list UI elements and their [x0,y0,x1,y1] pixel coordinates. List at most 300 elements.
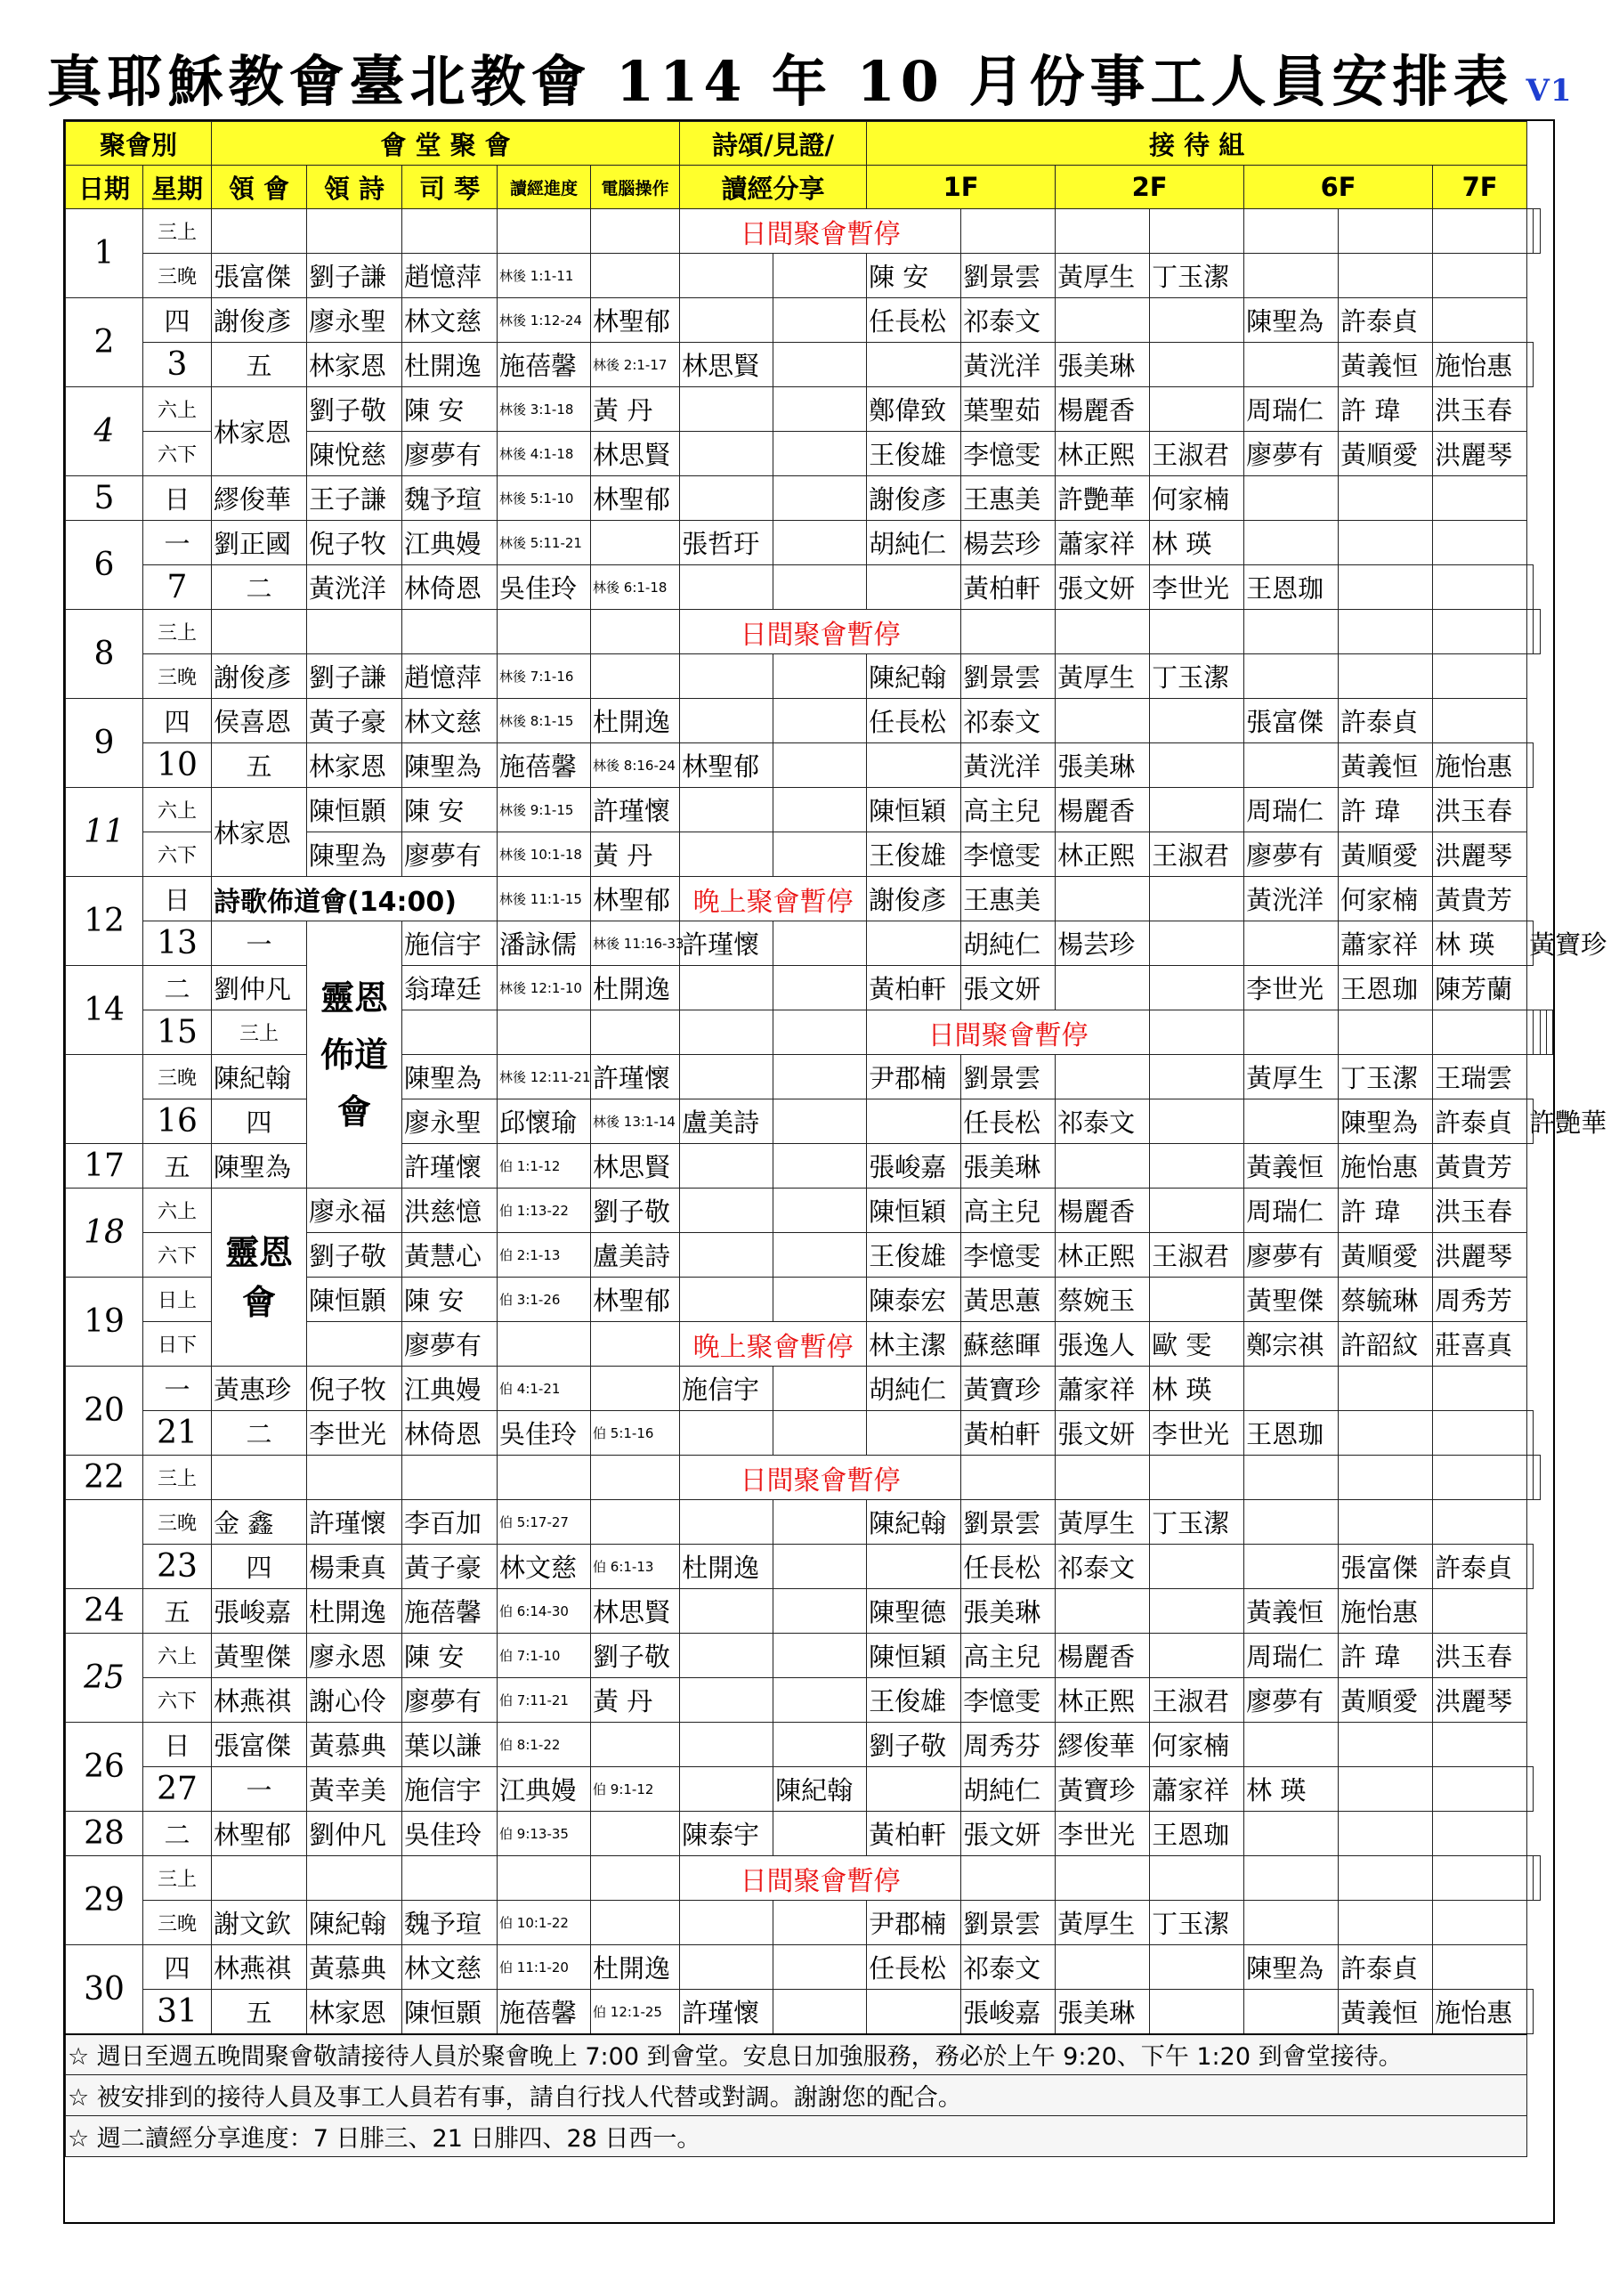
usher-cell: 林正熙 [1056,1233,1150,1278]
schedule-row [66,1901,1553,1945]
usher-cell [1150,298,1244,343]
share-cell-2 [773,1678,867,1723]
usher-cell: 張美琳 [961,1144,1056,1189]
usher-cell: 許泰貞 [1339,298,1433,343]
weekday-cell: 六下 [143,1233,212,1278]
usher-cell: 洪麗琴 [1433,1233,1527,1278]
share-cell [773,343,867,387]
usher-cell: 林正熙 [1056,832,1150,877]
usher-cell [1433,476,1527,521]
usher-cell [1150,1144,1244,1189]
usher-cell [1433,1010,1527,1055]
usher-cell: 王惠美 [961,877,1056,921]
usher-cell: 楊麗香 [1056,788,1150,832]
hymn-cell: 廖永福 [307,1189,402,1233]
usher-cell: 歐 雯 [1150,1322,1244,1367]
share-cell [680,966,773,1010]
usher-cell: 黃厚生 [1056,1901,1150,1945]
date-cell: 16 [143,1099,212,1144]
date-cell: 13 [143,921,212,966]
pc-cell: 杜開逸 [591,1945,680,1990]
usher-cell [1339,1456,1433,1500]
usher-cell [1150,610,1244,654]
reading-cell: 伯 3:1-26 [498,1278,591,1322]
pc-cell: 黃 丹 [591,387,680,432]
usher-cell [1339,654,1433,699]
reading-cell: 伯 10:1-22 [498,1901,591,1945]
lead-cell: 張富傑 [212,1723,307,1767]
usher-cell [1534,610,1540,654]
pc-cell [591,1367,680,1411]
share-cell-2 [773,1589,867,1634]
organ-cell: 李百加 [402,1500,498,1545]
usher-cell: 莊喜真 [1433,1322,1527,1367]
pc-cell [591,254,680,298]
weekday-cell: 三晚 [143,1055,212,1099]
schedule-row [66,1010,1553,1055]
lead-cell: 張富傑 [212,254,307,298]
usher-cell: 葉聖茹 [961,387,1056,432]
hymn-cell: 倪子牧 [307,1367,402,1411]
usher-cell: 黃義恒 [1339,1990,1433,2034]
usher-cell: 黃順愛 [1339,1233,1433,1278]
usher-cell: 黃洸洋 [961,343,1056,387]
usher-cell: 洪玉春 [1433,1634,1527,1678]
usher-cell: 劉景雲 [961,1901,1056,1945]
schedule-row [66,298,1553,343]
hymn-cell: 廖永恩 [307,1634,402,1678]
date-cell: 23 [143,1545,212,1589]
hymn-cell: 施信宇 [402,1767,498,1812]
date-cell: 29 [66,1856,143,1945]
usher-cell [1150,788,1244,832]
usher-cell: 陳聖為 [1339,1099,1433,1144]
share-cell-2 [867,1767,961,1812]
schedule-row [66,1945,1553,1990]
weekday-cell: 五 [212,743,307,788]
usher-cell: 廖夢有 [1244,432,1339,476]
usher-cell [1056,1856,1150,1901]
pc-cell [591,1812,680,1856]
share-cell-2 [773,654,867,699]
reading-cell: 伯 5:1-16 [591,1411,680,1456]
weekday-cell: 三上 [143,610,212,654]
usher-cell [1540,1010,1546,1055]
schedule-row [66,1411,1553,1456]
usher-cell [1433,565,1527,610]
usher-cell [1339,1411,1433,1456]
pc-cell [680,1411,773,1456]
usher-cell: 周秀芬 [961,1723,1056,1767]
usher-cell: 蕭家祥 [1056,1367,1150,1411]
pc-cell [591,1500,680,1545]
usher-cell: 陳紀翰 [867,1500,961,1545]
usher-cell [1056,610,1150,654]
usher-cell: 丁玉潔 [1150,254,1244,298]
reading-cell: 林後 6:1-18 [591,565,680,610]
reading-cell: 伯 9:13-35 [498,1812,591,1856]
organ-cell: 洪慈憶 [402,1189,498,1233]
usher-cell [1150,699,1244,743]
share-cell [1150,1010,1244,1055]
lead-cell [212,1456,307,1500]
share-cell-2 [773,387,867,432]
usher-cell [1150,1945,1244,1990]
organ-cell: 廖夢有 [402,1322,498,1367]
usher-cell [1527,743,1534,788]
usher-cell: 施怡惠 [1433,1990,1527,2034]
usher-cell [1339,1367,1433,1411]
schedule-row [66,1767,1553,1812]
lead-cell [402,1010,498,1055]
lead-cell: 黃聖傑 [212,1634,307,1678]
usher-cell: 祁泰文 [961,699,1056,743]
hymn-cell: 黃慕典 [307,1723,402,1767]
weekday-cell: 三上 [143,1456,212,1500]
date-cell: 5 [66,476,143,521]
usher-cell: 許 瑋 [1339,1634,1433,1678]
notes-body [66,2034,1553,2157]
pc-cell: 劉子敬 [591,1189,680,1233]
usher-cell: 黃思蕙 [961,1278,1056,1322]
usher-cell: 黃貴芳 [1433,1144,1527,1189]
schedule-body [66,209,1607,2034]
weekday-cell: 三上 [143,209,212,254]
reading-cell: 林後 11:1-15 [498,877,591,921]
share-cell [680,1634,773,1678]
usher-cell: 黃柏軒 [867,966,961,1010]
header-7f: 7F [1433,166,1527,209]
usher-cell: 黃聖傑 [1244,1278,1339,1322]
usher-cell: 林 瑛 [1150,1367,1244,1411]
usher-cell: 王俊雄 [867,1678,961,1723]
usher-cell: 王淑君 [1150,832,1244,877]
date-cell: 26 [66,1723,143,1812]
organ-cell: 江典嫚 [402,1367,498,1411]
weekday-cell: 六上 [143,1634,212,1678]
usher-cell: 張美琳 [961,1589,1056,1634]
usher-cell: 李世光 [1244,966,1339,1010]
usher-cell: 王淑君 [1150,1678,1244,1723]
hymn-cell: 黃慕典 [307,1945,402,1990]
weekday-cell: 日上 [143,1278,212,1322]
usher-cell: 王俊雄 [867,1233,961,1278]
usher-cell: 洪玉春 [1433,788,1527,832]
usher-cell: 陳恒穎 [867,1634,961,1678]
organ-cell: 陳聖為 [402,1055,498,1099]
usher-cell: 周瑞仁 [1244,788,1339,832]
share-cell [961,209,1056,254]
pc-cell [591,1901,680,1945]
usher-cell [1244,254,1339,298]
usher-cell: 王恩珈 [1244,565,1339,610]
share-cell [680,788,773,832]
date-cell: 11 [66,788,143,877]
reading-cell: 林後 5:11-21 [498,521,591,565]
usher-cell: 黃順愛 [1339,832,1433,877]
status-paused: 日間聚會暫停 [867,1010,1150,1055]
hymn-cell [307,1322,402,1367]
reading-cell: 伯 6:1-13 [591,1545,680,1589]
usher-cell: 劉景雲 [961,1500,1056,1545]
hymn-cell: 陳聖為 [307,832,402,877]
usher-cell: 林 瑛 [1150,521,1244,565]
header-6f: 6F [1244,166,1433,209]
header-usher-group: 接 待 組 [867,122,1527,166]
share-cell-2 [773,1945,867,1990]
reading-cell: 林後 13:1-14 [591,1099,680,1144]
usher-cell: 陳芳蘭 [1433,966,1527,1010]
usher-cell [1339,254,1433,298]
hymn-cell: 劉子謙 [307,654,402,699]
usher-cell: 許韶紋 [1339,1322,1433,1367]
pc-cell [591,1723,680,1767]
usher-cell [1527,1767,1534,1812]
lead-cell: 林家恩 [212,788,307,877]
usher-cell: 楊麗香 [1056,387,1150,432]
usher-cell: 許 瑋 [1339,1189,1433,1233]
organ-cell: 魏予瑄 [402,476,498,521]
share-cell [680,1144,773,1189]
usher-cell [1527,343,1534,387]
date-cell: 8 [66,610,143,699]
schedule-row [66,254,1553,298]
usher-cell: 王惠美 [961,476,1056,521]
weekday-cell: 四 [143,699,212,743]
usher-cell [1244,921,1339,966]
share-cell: 張哲玗 [680,521,773,565]
pc-cell: 林思賢 [591,432,680,476]
pc-cell: 林聖郁 [591,298,680,343]
lead-cell [212,209,307,254]
usher-cell [1433,1945,1527,1990]
reading-cell: 伯 1:13-22 [498,1189,591,1233]
header-row-2 [66,166,1553,209]
usher-cell: 陳 安 [867,254,961,298]
organ-cell: 施蓓馨 [498,343,591,387]
usher-cell: 高主兒 [961,788,1056,832]
usher-cell [1150,877,1244,921]
pc-cell [591,654,680,699]
weekday-cell: 二 [143,1812,212,1856]
pc-cell [591,209,680,254]
pc-cell [591,1856,680,1901]
usher-cell: 楊麗香 [1056,1189,1150,1233]
hymn-cell: 施信宇 [402,921,498,966]
share-cell [773,1990,867,2034]
weekday-cell: 五 [143,1589,212,1634]
usher-cell [1339,1812,1433,1856]
usher-cell [1150,966,1244,1010]
usher-cell: 丁玉潔 [1150,654,1244,699]
pc-cell: 林思賢 [680,343,773,387]
schedule-row [66,1723,1553,1767]
usher-cell [1056,1055,1150,1099]
schedule-row [66,921,1553,966]
schedule-row [66,476,1553,521]
usher-cell: 許泰貞 [1339,1945,1433,1990]
organ-cell: 邱懷瑜 [498,1099,591,1144]
pc-cell: 許瑾懷 [680,921,773,966]
date-cell: 30 [66,1945,143,2034]
reading-cell: 伯 8:1-22 [498,1723,591,1767]
reading-cell: 林後 5:1-10 [498,476,591,521]
share-cell [961,1856,1056,1901]
usher-cell [1527,1856,1534,1901]
usher-cell: 高主兒 [961,1189,1056,1233]
pc-cell: 杜開逸 [680,1545,773,1589]
usher-cell: 蔡婉玉 [1056,1278,1150,1322]
header-pc: 電腦操作 [591,166,680,209]
usher-cell: 李憶雯 [961,832,1056,877]
weekday-cell: 三晚 [143,254,212,298]
pc-cell [680,1767,773,1812]
hymn-cell: 杜開逸 [307,1589,402,1634]
usher-cell: 何家楠 [1150,476,1244,521]
usher-cell: 鄭偉致 [867,387,961,432]
usher-cell [1433,1767,1527,1812]
usher-cell [1244,1812,1339,1856]
usher-cell: 胡純仁 [867,521,961,565]
pc-cell: 林聖郁 [591,476,680,521]
share-cell-2 [867,1990,961,2034]
weekday-cell: 三晚 [143,1500,212,1545]
lead-cell: 李世光 [307,1411,402,1456]
usher-cell: 何家楠 [1339,877,1433,921]
hymn-cell: 謝心伶 [307,1678,402,1723]
note-3: ☆ 週二讀經分享進度：7 日腓三、21 日腓四、28 日西一。 [66,2116,1527,2157]
reading-cell: 伯 4:1-21 [498,1367,591,1411]
pc-cell [773,1010,867,1055]
share-cell-2 [773,1278,867,1322]
reading-cell: 林後 4:1-18 [498,432,591,476]
share-cell [680,1189,773,1233]
usher-cell [1150,387,1244,432]
date-cell: 25 [66,1634,143,1723]
organ-cell: 陳 安 [402,387,498,432]
usher-cell: 陳恒穎 [867,788,961,832]
usher-cell [1244,343,1339,387]
title-text: 真耶穌教會臺北教會 114 年 10 月份事工人員安排表 [46,49,1514,114]
usher-cell: 林正熙 [1056,432,1150,476]
organ-cell [402,1456,498,1500]
weekday-cell: 一 [143,1367,212,1411]
weekday-cell: 日 [143,1723,212,1767]
organ-cell: 趙憶萍 [402,254,498,298]
usher-cell [1339,610,1433,654]
share-cell [680,654,773,699]
reading-cell: 林後 2:1-17 [591,343,680,387]
reading-cell [498,1322,591,1367]
organ-cell: 翁瑋廷 [402,966,498,1010]
usher-cell [1339,1010,1433,1055]
lead-vertical-evangelism: 靈恩佈道會 [307,921,402,1189]
usher-cell [1244,654,1339,699]
usher-cell: 黃柏軒 [867,1812,961,1856]
usher-cell: 黃柏軒 [961,565,1056,610]
schedule-row [66,1456,1553,1500]
hymn-cell: 倪子牧 [307,521,402,565]
date-cell: 20 [66,1367,143,1456]
organ-cell: 廖夢有 [402,432,498,476]
weekday-cell: 日 [143,877,212,921]
hymn-cell: 陳紀翰 [212,1055,307,1099]
share-cell [680,1233,773,1278]
organ-cell: 施蓓馨 [498,743,591,788]
date-cell: 1 [66,209,143,298]
lead-cell [212,610,307,654]
share-cell: 施信宇 [680,1367,773,1411]
usher-cell [1056,209,1150,254]
organ-cell: 廖夢有 [402,832,498,877]
reading-cell: 林後 8:1-15 [498,699,591,743]
organ-cell: 許瑾懷 [402,1144,498,1189]
schedule-sheet [63,119,1607,2224]
usher-cell [1339,1856,1433,1901]
hymn-cell: 劉仲凡 [212,966,307,1010]
usher-cell: 洪麗琴 [1433,432,1527,476]
usher-cell: 陳聖為 [1244,1945,1339,1990]
usher-cell: 王恩珈 [1339,966,1433,1010]
usher-cell: 祁泰文 [961,298,1056,343]
organ-cell: 廖夢有 [402,1678,498,1723]
usher-cell: 許 瑋 [1339,387,1433,432]
usher-cell [1339,521,1433,565]
usher-cell: 黃寶珍 [1056,1767,1150,1812]
hymn-cell: 劉子謙 [307,254,402,298]
usher-cell: 高主兒 [961,1634,1056,1678]
usher-cell [1339,1901,1433,1945]
hymn-cell: 陳紀翰 [307,1901,402,1945]
usher-cell [1244,1099,1339,1144]
status-night-paused: 晚上聚會暫停 [680,1322,867,1367]
usher-cell: 張美琳 [1056,743,1150,788]
usher-cell [1244,1500,1339,1545]
usher-cell [1244,1545,1339,1589]
usher-cell: 丁玉潔 [1150,1500,1244,1545]
hymn-cell: 王子謙 [307,476,402,521]
usher-cell: 任長松 [867,699,961,743]
share-cell-2 [773,1144,867,1189]
note-row [66,2116,1553,2157]
usher-cell: 洪玉春 [1433,1189,1527,1233]
lead-cell: 楊秉真 [307,1545,402,1589]
usher-cell: 胡純仁 [961,1767,1056,1812]
hymn-cell [307,1856,402,1901]
usher-cell [1150,1589,1244,1634]
reading-cell [680,1010,773,1055]
usher-cell [1150,1990,1244,2034]
weekday-cell: 四 [143,298,212,343]
usher-cell: 許艷華 [1056,476,1150,521]
schedule-row [66,1634,1553,1678]
usher-cell: 丁玉潔 [1339,1055,1433,1099]
usher-cell: 李憶雯 [961,432,1056,476]
schedule-table [65,121,1607,2157]
share-cell-2 [773,1189,867,1233]
date-cell: 2 [66,298,143,387]
schedule-row [66,1545,1553,1589]
share-cell [680,832,773,877]
hymn-cell: 陳恒顥 [307,788,402,832]
weekday-cell: 一 [212,1767,307,1812]
schedule-row [66,1812,1553,1856]
pc-cell [591,610,680,654]
date-cell [66,1500,143,1589]
pc-cell: 林思賢 [591,1589,680,1634]
organ-cell: 施蓓馨 [498,1990,591,2034]
lead-cell: 林聖郁 [212,1812,307,1856]
